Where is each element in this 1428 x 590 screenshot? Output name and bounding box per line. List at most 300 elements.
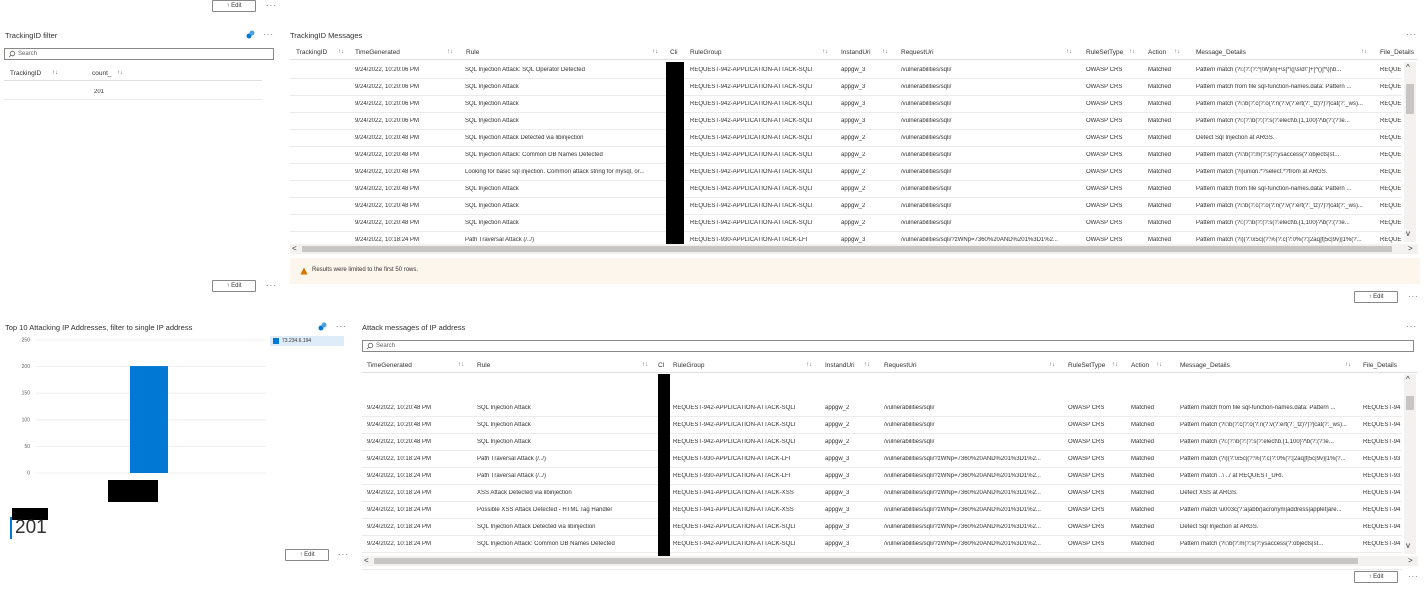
sort-icon[interactable]: ↑↓ — [822, 49, 828, 55]
column-header-message-details[interactable]: Message_Details — [1196, 49, 1246, 56]
cell-file: REQUE — [1380, 84, 1402, 90]
cell-rst: OWASP CRS — [1086, 203, 1123, 209]
cell-action: Matched — [1131, 507, 1155, 513]
cell-group: REQUEST-930-APPLICATION-ATTACK-LFI — [690, 237, 808, 243]
scrollbar-thumb[interactable] — [1406, 84, 1414, 114]
table-row[interactable] — [290, 96, 1402, 113]
cell-msg: Pattern match (?i:\b(?:m(?:s(?:ysaccess(?:objects|st... — [1196, 152, 1340, 158]
edit-icon: ↑ — [226, 283, 230, 289]
column-header-rulegroup[interactable]: RuleGroup — [690, 49, 722, 56]
attack-messages-header — [362, 359, 1418, 373]
cell-time: 9/24/2022, 10:18:24 PM — [367, 507, 432, 513]
edit-button-top[interactable]: ↑ Edit — [212, 0, 256, 12]
more-options-icon[interactable]: ··· — [336, 322, 347, 331]
cell-uri: /vulnerabilities/sqli/?zWNp=7360%20AND%201%3D1%2... — [901, 237, 1058, 243]
cell-rst: OWASP CRS — [1086, 101, 1123, 107]
scroll-down-icon[interactable]: v — [1406, 541, 1410, 550]
cell-action: Matched — [1131, 524, 1155, 530]
y-tick-label: 150 — [21, 390, 30, 397]
cell-group: REQUEST-942-APPLICATION-ATTACK-SQLI — [690, 220, 813, 226]
cell-rst: OWASP CRS — [1068, 524, 1105, 530]
cell-inst: appgw_2 — [825, 439, 850, 445]
cell-group: REQUEST-942-APPLICATION-ATTACK-SQLI — [673, 405, 796, 411]
more-options-icon[interactable]: ··· — [1406, 30, 1417, 39]
warning-text: Results were limited to the first 50 rows. — [312, 267, 419, 273]
cell-uri: /vulnerabilities/sqli/ — [901, 135, 952, 141]
cell-group: REQUEST-941-APPLICATION-ATTACK-XSS — [673, 490, 794, 496]
cell-inst: appgw_2 — [841, 152, 866, 158]
cell-msg: Pattern match (?i)(?:\x5c|(?:%(?:c(?:0%(?:[2aq]f|5c|9v)|1%(?... — [1180, 456, 1346, 462]
cell-msg: Pattern match (?i:(?:\b(?:(?:s(?:elect\b.{1,100}?\b(?:(?:le... — [1180, 439, 1334, 445]
cell-action: Matched — [1148, 135, 1172, 141]
column-header-instanduri[interactable]: InstandUri — [841, 49, 871, 56]
scroll-left-icon[interactable]: < — [364, 556, 369, 565]
cell-file: REQUE — [1380, 67, 1402, 73]
scroll-right-icon[interactable]: > — [1408, 556, 1413, 565]
cell-msg: Detect XSS at ARGS. — [1180, 490, 1238, 496]
table-row[interactable] — [290, 215, 1402, 232]
cell-rst: OWASP CRS — [1086, 152, 1123, 158]
redacted-category-label — [108, 480, 158, 502]
cell-count: 201 — [94, 89, 105, 95]
chart-legend[interactable] — [270, 336, 344, 346]
cell-uri: /vulnerabilities/sqli/ — [901, 118, 952, 124]
cell-msg: Detect Sql Injection at ARGS. — [1180, 524, 1259, 530]
cell-inst: appgw_3 — [841, 237, 866, 243]
cell-file: REQUE — [1380, 101, 1402, 107]
column-header-file-details[interactable]: File_Details — [1380, 49, 1414, 56]
cell-msg: Pattern match (?i)union.*?select.*?from at ARGS. — [1196, 169, 1328, 175]
cell-inst: appgw_2 — [825, 422, 850, 428]
cell-rst: OWASP CRS — [1086, 84, 1123, 90]
cell-file: REQUE — [1380, 118, 1402, 124]
tracking-filter-title: TrackingID filter — [5, 31, 58, 40]
cell-time: 9/24/2022, 10:18:24 PM — [367, 541, 432, 547]
cell-file: REQUEST-93 — [1363, 456, 1401, 462]
cell-uri: /vulnerabilities/sqli/ — [901, 67, 952, 73]
cell-rule: SQL Injection Attack: Common DB Names Detected — [465, 152, 603, 158]
cell-rule: SQL Injection Attack — [477, 422, 531, 428]
cell-inst: appgw_2 — [825, 405, 850, 411]
cell-action: Matched — [1148, 220, 1172, 226]
cell-rule: Looking for basic sql injection. Common attack string for mysql, or... — [465, 169, 645, 175]
scrollbar-thumb[interactable] — [374, 558, 1358, 564]
sort-icon[interactable]: ↑↓ — [1066, 49, 1072, 55]
y-tick-label: 0 — [27, 470, 30, 477]
cell-action: Matched — [1148, 203, 1172, 209]
redacted-client-column — [658, 374, 670, 558]
cell-action: Matched — [1148, 101, 1172, 107]
cell-msg: Pattern match (?i:\b(?:c(?:o(?:n(?:v(?:ert(?:_tz)?)?|cat(?:_ws)... — [1196, 203, 1363, 209]
bar[interactable] — [130, 366, 168, 473]
cell-group: REQUEST-941-APPLICATION-ATTACK-XSS — [673, 507, 794, 513]
cell-time: 9/24/2022, 10:20:48 PM — [367, 405, 432, 411]
cell-time: 9/24/2022, 10:20:48 PM — [355, 203, 420, 209]
cell-file: REQUEST-94 — [1363, 541, 1401, 547]
cell-inst: appgw_2 — [841, 220, 866, 226]
cell-action: Matched — [1148, 84, 1172, 90]
cell-file: REQUEST-94 — [1363, 439, 1401, 445]
table-row[interactable] — [362, 519, 1402, 536]
column-header-rulesettype[interactable]: RuleSetType — [1068, 362, 1106, 369]
sort-icon[interactable]: ↑↓ — [882, 49, 888, 55]
cell-inst: appgw_2 — [841, 135, 866, 141]
cell-uri: /vulnerabilities/sqli/ — [901, 101, 952, 107]
edit-button[interactable]: ↑ Edit — [285, 549, 329, 561]
pin-icon[interactable] — [318, 322, 327, 331]
column-header-rule[interactable]: Rule — [477, 362, 491, 369]
cell-action: Matched — [1148, 237, 1172, 243]
cell-action: Matched — [1131, 456, 1155, 462]
column-header-client[interactable]: Cl — [658, 362, 665, 369]
edit-icon: ↑ — [1368, 294, 1372, 300]
horizontal-scrollbar[interactable] — [290, 244, 1418, 254]
search-placeholder: Search — [18, 51, 38, 57]
cell-msg: Detect Sql Injection at ARGS. — [1196, 135, 1275, 141]
cell-msg: Pattern match from file sql-function-names.data: Pattern ... — [1180, 405, 1336, 411]
cell-inst: appgw_3 — [825, 473, 850, 479]
results-limited-warning — [290, 258, 1420, 284]
cell-file: REQUEST-94 — [1363, 507, 1401, 513]
column-header-rulegroup[interactable]: RuleGroup — [673, 362, 705, 369]
cell-action: Matched — [1148, 186, 1172, 192]
legend-label: 73.234.6.194 — [282, 338, 312, 344]
cell-time: 9/24/2022, 10:20:48 PM — [355, 135, 420, 141]
cell-rule: SQL Injection Attack — [465, 220, 519, 226]
cell-rule: Path Traversal Attack (/../) — [477, 456, 547, 462]
table-row[interactable] — [362, 400, 1402, 417]
table-row[interactable] — [362, 451, 1402, 468]
cell-group: REQUEST-942-APPLICATION-ATTACK-SQLI — [690, 203, 813, 209]
column-header-message-details[interactable]: Message_Details — [1180, 362, 1230, 369]
cell-rst: OWASP CRS — [1068, 473, 1105, 479]
cell-file: REQUEST-94 — [1363, 422, 1401, 428]
table-row[interactable] — [362, 536, 1402, 553]
cell-time: 9/24/2022, 10:20:06 PM — [355, 118, 420, 124]
cell-inst: appgw_2 — [841, 186, 866, 192]
cell-time: 9/24/2022, 10:20:06 PM — [355, 101, 420, 107]
cell-group: REQUEST-942-APPLICATION-ATTACK-SQLI — [673, 524, 796, 530]
cell-rule: Possible XSS Attack Detected - HTML Tag Handler — [477, 507, 613, 513]
cell-action: Matched — [1131, 490, 1155, 496]
cell-time: 9/24/2022, 10:20:48 PM — [355, 152, 420, 158]
cell-rule: SQL Injection Attack: SQL Operator Detected — [465, 67, 585, 73]
scroll-up-icon[interactable]: ^ — [1406, 63, 1410, 72]
cell-action: Matched — [1148, 67, 1172, 73]
cell-action: Matched — [1131, 473, 1155, 479]
table-row[interactable] — [362, 485, 1402, 502]
table-row[interactable] — [4, 84, 262, 100]
sort-icon[interactable]: ↑↓ — [652, 49, 658, 55]
table-row[interactable] — [290, 147, 1402, 164]
column-header-client[interactable]: Cli — [670, 49, 678, 56]
cell-uri: /vulnerabilities/sqli/ — [901, 186, 952, 192]
cell-time: 9/24/2022, 10:20:48 PM — [355, 186, 420, 192]
table-row[interactable] — [362, 434, 1402, 451]
cell-group: REQUEST-930-APPLICATION-ATTACK-LFI — [673, 473, 791, 479]
cell-rst: OWASP CRS — [1086, 135, 1123, 141]
cell-file: REQUE — [1380, 135, 1402, 141]
cell-file: REQUE — [1380, 220, 1402, 226]
vertical-scrollbar[interactable] — [1404, 374, 1416, 554]
cell-action: Matched — [1148, 169, 1172, 175]
scrollbar-thumb[interactable] — [302, 246, 1392, 252]
tracking-messages-header — [290, 46, 1418, 60]
legend-swatch — [273, 338, 279, 344]
cell-file: REQUE — [1380, 186, 1402, 192]
cell-group: REQUEST-942-APPLICATION-ATTACK-SQLI — [690, 152, 813, 158]
cell-rule: SQL Injection Attack — [465, 84, 519, 90]
cell-rule: SQL Injection Attack — [465, 203, 519, 209]
cell-rst: OWASP CRS — [1086, 220, 1123, 226]
cell-rule: SQL Injection Attack Detected via libinjection — [465, 135, 584, 141]
cell-group: REQUEST-930-APPLICATION-ATTACK-LFI — [673, 456, 791, 462]
cell-file: REQUEST-94 — [1363, 405, 1401, 411]
cell-rule: Path Traversal Attack (/../) — [477, 473, 547, 479]
cell-rule: SQL Injection Attack — [477, 439, 531, 445]
cell-uri: /vulnerabilities/sqli/ — [901, 152, 952, 158]
horizontal-scrollbar[interactable] — [362, 556, 1418, 566]
edit-button[interactable]: ↑ Edit — [1354, 571, 1398, 583]
cell-msg: Pattern match ..\ ../ at REQUEST_URI. — [1180, 473, 1284, 479]
table-row[interactable] — [290, 164, 1402, 181]
cell-time: 9/24/2022, 10:20:48 PM — [367, 422, 432, 428]
cell-group: REQUEST-942-APPLICATION-ATTACK-SQLI — [673, 541, 796, 547]
more-options-icon[interactable]: ··· — [338, 550, 349, 559]
cell-msg: Pattern match \u003c(?:a|abbr|acronym|address|applet|are... — [1180, 507, 1342, 513]
sort-icon[interactable]: ↑↓ — [1129, 49, 1135, 55]
cell-uri: /vulnerabilities/sqli/ — [884, 422, 935, 428]
more-options-icon[interactable]: ··· — [1408, 292, 1419, 301]
cell-time: 9/24/2022, 10:18:24 PM — [367, 524, 432, 530]
cell-time: 9/24/2022, 10:20:06 PM — [355, 84, 420, 90]
edit-button[interactable]: ↑ Edit — [1354, 291, 1398, 303]
cell-group: REQUEST-942-APPLICATION-ATTACK-SQLI — [673, 439, 796, 445]
column-header-timegenerated[interactable]: TimeGenerated — [367, 362, 412, 369]
edit-icon: ↑ — [226, 3, 230, 9]
more-options-icon[interactable]: ··· — [266, 281, 277, 290]
tracking-filter-header — [4, 67, 262, 81]
scroll-down-icon[interactable]: v — [1406, 229, 1410, 238]
column-header-trackingid[interactable]: TrackingID — [10, 70, 42, 77]
y-tick-label: 50 — [24, 443, 30, 450]
cell-action: Matched — [1131, 422, 1155, 428]
sort-icon[interactable]: ↑↓ — [52, 70, 58, 76]
sort-icon[interactable]: ↑↓ — [447, 49, 453, 55]
cell-msg: Pattern match from file sql-function-names.data: Pattern ... — [1196, 186, 1352, 192]
total-count: 201 — [15, 517, 47, 538]
column-header-file-details[interactable]: File_Details — [1363, 362, 1397, 369]
column-header-timegenerated[interactable]: TimeGenerated — [355, 49, 400, 56]
column-header-rule[interactable]: Rule — [466, 49, 480, 56]
cell-rule: SQL Injection Attack — [465, 186, 519, 192]
warning-icon — [300, 267, 308, 275]
cell-time: 9/24/2022, 10:18:24 PM — [367, 456, 432, 462]
table-row[interactable] — [290, 79, 1402, 96]
cell-file: REQUE — [1380, 169, 1402, 175]
cell-uri: /vulnerabilities/sqli/?zWNp=7360%20AND%201%3D1%2... — [884, 507, 1041, 513]
cell-time: 9/24/2022, 10:20:48 PM — [355, 169, 420, 175]
vertical-scrollbar[interactable] — [1404, 62, 1416, 242]
sort-icon[interactable]: ↑↓ — [642, 362, 648, 368]
search-icon — [8, 50, 16, 58]
table-row[interactable] — [362, 417, 1402, 434]
sort-icon[interactable]: ↑↓ — [458, 362, 464, 368]
cell-time: 9/24/2022, 10:18:24 PM — [367, 490, 432, 496]
table-row[interactable] — [362, 468, 1402, 485]
cell-msg: Pattern match (?i:\b(?:m(?:s(?:ysaccess(?:objects|st... — [1180, 541, 1324, 547]
scroll-left-icon[interactable]: < — [292, 244, 297, 253]
column-header-requesturi[interactable]: RequestUri — [901, 49, 934, 56]
cell-rule: XSS Attack Detected via libinjection — [477, 490, 572, 496]
cell-file: REQUE — [1380, 237, 1402, 243]
cell-inst: appgw_3 — [841, 101, 866, 107]
table-row[interactable] — [290, 198, 1402, 215]
sort-icon[interactable]: ↑↓ — [1156, 362, 1162, 368]
cell-action: Matched — [1131, 439, 1155, 445]
cell-rst: OWASP CRS — [1068, 490, 1105, 496]
column-header-rulesettype[interactable]: RuleSetType — [1086, 49, 1124, 56]
scrollbar-thumb[interactable] — [1406, 396, 1414, 410]
attack-messages-search-input[interactable] — [362, 340, 1414, 352]
edit-icon: ↑ — [1368, 574, 1372, 580]
cell-msg: Pattern match (?i:\b(?:c(?:o(?:n(?:v(?:ert(?:_tz)?)?|cat(?:_ws)... — [1196, 101, 1363, 107]
sort-icon[interactable]: ↑↓ — [864, 362, 870, 368]
cell-inst: appgw_3 — [825, 524, 850, 530]
sort-icon[interactable]: ↑↓ — [117, 70, 123, 76]
column-header-trackingid[interactable]: TrackingID — [296, 49, 328, 56]
cell-group: REQUEST-942-APPLICATION-ATTACK-SQLI — [673, 422, 796, 428]
cell-uri: /vulnerabilities/sqli/ — [901, 220, 952, 226]
edit-button[interactable]: ↑ Edit — [212, 280, 256, 292]
cell-uri: /vulnerabilities/sqli/ — [884, 405, 935, 411]
cell-action: Matched — [1131, 541, 1155, 547]
cell-msg: Pattern match (?i:\b(?:c(?:o(?:n(?:v(?:ert(?:_tz)?)?|cat(?:_ws)... — [1180, 422, 1347, 428]
cell-rst: OWASP CRS — [1068, 422, 1105, 428]
cell-msg: Pattern match (?i:(?:\b(?:(?:s(?:elect\b.{1,100}?\b(?:(?:le... — [1196, 118, 1350, 124]
cell-action: Matched — [1148, 152, 1172, 158]
cell-rst: OWASP CRS — [1086, 186, 1123, 192]
cell-inst: appgw_2 — [841, 203, 866, 209]
cell-rule: SQL Injection Attack Detected via libinjection — [477, 524, 596, 530]
cell-rst: OWASP CRS — [1086, 67, 1123, 73]
cell-inst: appgw_3 — [825, 456, 850, 462]
cell-rule: SQL Injection Attack — [465, 118, 519, 124]
sort-icon[interactable]: ↑↓ — [1049, 362, 1055, 368]
cell-inst: appgw_3 — [841, 84, 866, 90]
cell-uri: /vulnerabilities/sqli/ — [901, 169, 952, 175]
cell-uri: /vulnerabilities/sqli/?zWNp=7360%20AND%201%3D1%2... — [884, 541, 1041, 547]
sort-icon[interactable]: ↑↓ — [1361, 49, 1367, 55]
cell-rst: OWASP CRS — [1086, 169, 1123, 175]
search-placeholder: Search — [376, 343, 396, 349]
column-header-instanduri[interactable]: InstandUri — [825, 362, 855, 369]
scroll-right-icon[interactable]: > — [1408, 244, 1413, 253]
table-row[interactable] — [362, 502, 1402, 519]
cell-file: REQUE — [1380, 203, 1402, 209]
more-options-icon[interactable]: ··· — [1408, 572, 1419, 581]
y-tick-label: 200 — [21, 364, 30, 371]
cell-msg: Pattern match (?i:(?:(?:^|\W)in[+\s]*\([\s\d\"]+[^()]*\)|\b... — [1196, 67, 1342, 73]
y-tick-label: 100 — [21, 417, 30, 424]
cell-time: 9/24/2022, 10:20:48 PM — [355, 220, 420, 226]
cell-rst: OWASP CRS — [1068, 439, 1105, 445]
cell-uri: /vulnerabilities/sqli/ — [901, 203, 952, 209]
cell-action: Matched — [1148, 118, 1172, 124]
sort-icon[interactable]: ↑↓ — [1112, 362, 1118, 368]
cell-action: Matched — [1131, 405, 1155, 411]
cell-rst: OWASP CRS — [1086, 118, 1123, 124]
table-row[interactable] — [290, 113, 1402, 130]
column-header-count[interactable]: count_ — [92, 70, 112, 77]
column-header-requesturi[interactable]: RequestUri — [884, 362, 917, 369]
cell-group: REQUEST-942-APPLICATION-ATTACK-SQLI — [690, 67, 813, 73]
scroll-up-icon[interactable]: ^ — [1406, 375, 1410, 384]
cell-msg: Pattern match (?i:(?:\b(?:(?:s(?:elect\b.{1,100}?\b(?:(?:le... — [1196, 220, 1350, 226]
cell-rule: Path Traversal Attack (/../) — [465, 237, 535, 243]
more-options-icon[interactable]: ··· — [263, 30, 274, 39]
cell-inst: appgw_3 — [825, 490, 850, 496]
cell-group: REQUEST-942-APPLICATION-ATTACK-SQLI — [690, 186, 813, 192]
cell-group: REQUEST-942-APPLICATION-ATTACK-SQLI — [690, 101, 813, 107]
table-row[interactable] — [290, 62, 1402, 79]
more-options-icon[interactable]: ··· — [266, 1, 277, 10]
more-options-icon[interactable]: ··· — [1406, 322, 1417, 331]
cell-inst: appgw_3 — [825, 541, 850, 547]
top10-title: Top 10 Attacking IP Addresses, filter to single IP address — [5, 323, 193, 332]
edit-icon: ↑ — [299, 552, 303, 558]
cell-rule: SQL Injection Attack — [477, 405, 531, 411]
cell-time: 9/24/2022, 10:18:24 PM — [367, 473, 432, 479]
cell-inst: appgw_3 — [841, 118, 866, 124]
cell-uri: /vulnerabilities/sqli/ — [901, 84, 952, 90]
table-row[interactable] — [290, 181, 1402, 198]
total-accent-bar — [10, 517, 12, 539]
cell-file: REQUEST-93 — [1363, 473, 1401, 479]
cell-inst: appgw_3 — [825, 507, 850, 513]
attack-messages-title: Attack messages of IP address — [362, 323, 466, 332]
pin-icon[interactable] — [246, 30, 255, 39]
cell-file: REQUEST-94 — [1363, 524, 1401, 530]
cell-rule: SQL Injection Attack — [465, 101, 519, 107]
redacted-client-column — [666, 62, 684, 244]
tracking-messages-title: TrackingID Messages — [290, 31, 363, 40]
cell-time: 9/24/2022, 10:20:48 PM — [367, 439, 432, 445]
cell-group: REQUEST-942-APPLICATION-ATTACK-SQLI — [690, 118, 813, 124]
column-header-action[interactable]: Action — [1148, 49, 1167, 56]
column-header-action[interactable]: Action — [1131, 362, 1150, 369]
cell-uri: /vulnerabilities/sqli/?zWNp=7360%20AND%201%3D1%2... — [884, 524, 1041, 530]
cell-rst: OWASP CRS — [1068, 541, 1105, 547]
cell-file: REQUE — [1380, 152, 1402, 158]
cell-inst: appgw_3 — [841, 67, 866, 73]
cell-file: REQUEST-94 — [1363, 490, 1401, 496]
cell-rule: SQL Injection Attack: Common DB Names Detected — [477, 541, 615, 547]
cell-group: REQUEST-942-APPLICATION-ATTACK-SQLI — [690, 135, 813, 141]
sort-icon[interactable]: ↑↓ — [806, 362, 812, 368]
tracking-filter-search-input[interactable] — [4, 48, 274, 60]
sort-icon[interactable]: ↑↓ — [1345, 362, 1351, 368]
sort-icon[interactable]: ↑↓ — [338, 49, 344, 55]
sort-icon[interactable]: ↑↓ — [1174, 49, 1180, 55]
table-row[interactable] — [290, 130, 1402, 147]
cell-rst: OWASP CRS — [1068, 507, 1105, 513]
cell-uri: /vulnerabilities/sqli/?zWNp=7360%20AND%201%3D1%2... — [884, 473, 1041, 479]
cell-group: REQUEST-942-APPLICATION-ATTACK-SQLI — [690, 169, 813, 175]
y-tick-label: 250 — [21, 337, 30, 344]
cell-rst: OWASP CRS — [1086, 237, 1123, 243]
cell-time: 9/24/2022, 10:20:06 PM — [355, 67, 420, 73]
